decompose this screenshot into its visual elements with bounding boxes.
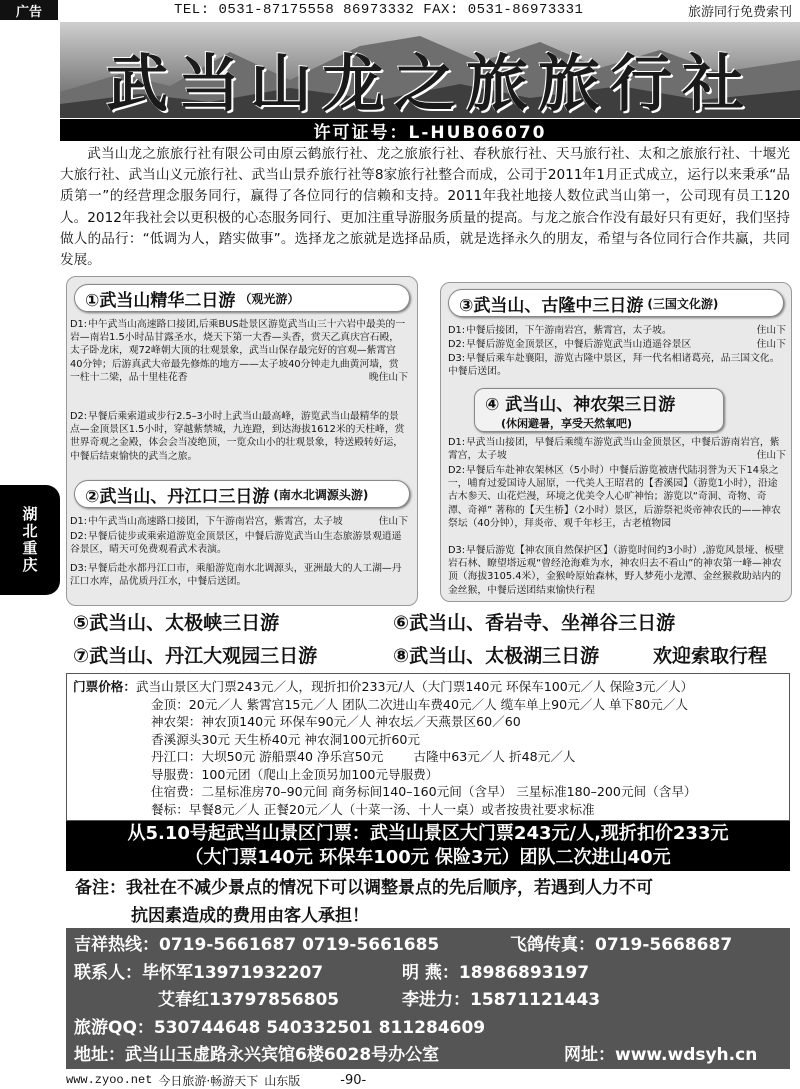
tour2-title bbox=[74, 480, 410, 508]
price-line-8: 餐标：早餐8元／人 正餐20元／人（十菜一汤、十人一桌）或者按贵社要求标准 bbox=[151, 801, 595, 817]
tour4-title bbox=[474, 388, 724, 432]
contact-person-2: 明 燕：18986893197 bbox=[402, 962, 590, 983]
tour2-title-text: ②武当山、丹江口三日游 bbox=[85, 486, 270, 507]
price-line-6: 导服费：100元团（爬山上金顶另加100元导服费） bbox=[151, 766, 439, 782]
tour3-day2: D2:早餐后游览金顶景区，中餐后游览武当山逍遥谷景区 住山下 bbox=[448, 339, 786, 350]
tour3-title bbox=[448, 289, 784, 317]
tour4-day3: D3:早餐后游览【神农顶自然保护区】（游览时间约3小时）,游览风景垭、板壁岩石林、瞭望塔远观“曾经沧海难为水，神农归去不看山”的神农第一峰—神农顶（海拔3105.4米），金猴岭原始森林，野人梦苑小龙潭、金丝猴救助站内的金丝猴，中餐后送团结束愉快行程 bbox=[448, 545, 784, 596]
welcome-request: 欢迎索取行程 bbox=[653, 645, 768, 667]
tour1-title-text: ①武当山精华二日游 bbox=[85, 290, 236, 311]
contact-person-4: 李进力：15871121443 bbox=[402, 990, 601, 1010]
tour4-title-text: ④ 武当山、神农架三日游 bbox=[485, 394, 676, 415]
notice-line-1: 从5.10号起武当山景区门票：武当山景区大门票243元/人,现折扣价233元 bbox=[127, 823, 729, 844]
footer bbox=[0, 1071, 800, 1089]
region-tab-label: 湖北重庆 bbox=[20, 506, 39, 574]
price-line-5: 丹江口：大坝50元 游船票40 净乐宫50元 古隆中63元／人 折48元／人 bbox=[151, 749, 576, 764]
footer-slogan: 今日旅游·畅游天下 bbox=[158, 1073, 259, 1088]
route-7: ⑦武当山、丹江大观园三日游 bbox=[73, 645, 318, 667]
tour2-subtitle: (南水北调源头游) bbox=[273, 487, 369, 502]
ticket-notice bbox=[66, 821, 790, 871]
tour2-day3: D3:早餐后赴水都丹江口市，乘船游览南水北调源头，亚洲最大的人工湖—丹江口水库，品优质丹江水，中餐后送团。 bbox=[70, 563, 402, 588]
ad-label: 广告 bbox=[0, 0, 58, 20]
route-6: ⑥武当山、香岩寺、坐禅谷三日游 bbox=[393, 612, 676, 634]
remark-line-2: 抗因素造成的费用由客人承担！ bbox=[131, 906, 369, 926]
header-right-text: 旅游同行免费索刊 bbox=[687, 4, 792, 20]
tour3-day3: D3:早餐后乘车赴襄阳，游览古隆中景区，拜一代名相诸葛亮，品三国文化。中餐后送团。 bbox=[448, 353, 780, 378]
tour1-day1: D1:中午武当山高速路口接团,后乘BUS赴景区游览武当山三十六岩中最美的一岩—南岩1.5小时品甘露圣水，烧天下第一大香—头香，赏天乙真庆宫石殿，太子卧龙床，观72峰朝大顶的壮观景象，武当山保存最完好的宫观—紫霄宫40分钟；后游真武大帝最先修炼的地方——太子坡40分钟走九曲黄河墙，赏一柱十二梁，品十里桂花香 晚住山下 bbox=[70, 319, 408, 383]
region-tab bbox=[0, 485, 60, 595]
tour2-day2: D2:早餐后徒步或乘索道游览金顶景区，中餐后游览武当山生态旅游景观逍遥谷景区，晴天可免费观看武术表演。 bbox=[70, 531, 402, 556]
footer-site: www.zyoo.net bbox=[66, 1073, 153, 1087]
contact-person-1: 联系人：毕怀军13971932207 bbox=[74, 962, 324, 983]
footer-edition: 山东版 bbox=[264, 1073, 301, 1088]
tour1-title bbox=[74, 284, 410, 312]
price-line-4: 香溪源头30元 天生桥40元 神农洞100元折60元 bbox=[151, 731, 421, 747]
address: 地址：武当山玉虚路永兴宾馆6楼6028号办公室 bbox=[74, 1045, 440, 1065]
price-line-7: 住宿费：二星标准房70–90元间 商务标间140–160元间（含早） 三星标准180–200元间（含早） bbox=[151, 784, 697, 799]
intro-paragraph: 武当山龙之旅旅行社有限公司由原云鹤旅行社、龙之旅旅行社、春秋旅行社、天马旅行社、太和之旅旅行社、十堰光大旅行社、武当山义元旅行社、武当山景乔旅行社等8家旅行社整合而成，公司于2011年1月正式成立，运行以来秉承“品质第一”的经营理念服务同行，赢得了各位同行的信赖和支持。2011年我社地接人数位武当山第一，公司现有员工120人。2012年我社会以更积极的心态服务同行、更加注重导游服务质量的提高。与龙之旅合作没有最好只有更好，我们坚持做人的品行：“低调为人，踏实做事”。选择龙之旅就是选择品质，就是选择永久的朋友，希望与各位同行合作共赢，共同发展。 bbox=[60, 146, 790, 269]
contact-person-3: 艾春红13797856805 bbox=[158, 990, 340, 1010]
route-8: ⑧武当山、太极湖三日游 bbox=[393, 645, 600, 667]
contact-box bbox=[66, 928, 790, 1069]
tour3-day1: D1:中餐后接团，下午游南岩宫，紫霄宫，太子坡。 住山下 bbox=[448, 325, 786, 336]
remark-line-1: 备注：我社在不减少景点的情况下可以调整景点的先后顺序，若遇到人力不可 bbox=[75, 878, 653, 898]
fax: 飞鸽传真：0719-5668687 bbox=[510, 935, 733, 955]
tour4-day2: D2:早餐后车赴神农架林区（5小时）中餐后游览被唐代陆羽誉为天下14泉之一，哺育过爱国诗人屈原，一代美人王昭君的【香溪园】（游览1小时），沿途古木参天、山花烂漫，环境之优美令人心旷神怡；游览以“奇洞、奇物、奇潭、奇禅” 著称的【天生桥】（2小时）景区，后游祭祀炎帝神农氏的——神农祭坛（40分钟），拜炎帝、观千年杉王，古老植物园 bbox=[448, 465, 781, 529]
header-contact-line: TEL: 0531-87175558 86973332 FAX: 0531-86973331 bbox=[174, 2, 584, 18]
tour2-day1: D1:中午武当山高速路口接团，下午游南岩宫，紫霄宫，太子坡 住山下 bbox=[70, 516, 408, 527]
page-number: -90- bbox=[340, 1072, 367, 1088]
price-line-3: 神农架：神农顶140元 环保车90元／人 神农坛／天燕景区60／60 bbox=[151, 714, 521, 729]
tour1-subtitle: （观光游） bbox=[239, 291, 300, 306]
tour3-subtitle: (三国文化游) bbox=[647, 296, 719, 311]
website: 网址：www.wdsyh.cn bbox=[564, 1045, 758, 1065]
agency-title: 武当山龙之旅旅行社 bbox=[105, 47, 754, 118]
price-line-1: 门票价格：武当山景区大门票243元／人，现折扣价233元/人（大门票140元 环保车100元／人 保险3元／人） bbox=[73, 679, 694, 694]
hotline: 吉祥热线：0719-5661687 0719-5661685 bbox=[74, 935, 440, 955]
route-5: ⑤武当山、太极峡三日游 bbox=[73, 612, 280, 634]
tour3-title-text: ③武当山、古隆中三日游 bbox=[459, 295, 644, 316]
tour4-day1: D1:早武当山接团，早餐后乘缆车游览武当山金顶景区，中餐后游南岩宫，紫霄宫，太子坡 住山下 bbox=[448, 437, 786, 462]
remark bbox=[75, 874, 790, 930]
price-line-2: 金顶：20元／人 紫霄宫15元／人 团队二次进山车费40元／人 缆车单上90元／人 单下80元／人 bbox=[151, 696, 688, 712]
banner bbox=[60, 22, 800, 118]
price-box bbox=[66, 673, 790, 821]
top-bar bbox=[0, 0, 800, 20]
qq-numbers: 旅游QQ：530744648 540332501 811284609 bbox=[74, 1017, 486, 1038]
notice-line-2: （大门票140元 环保车100元 保险3元）团队二次进山40元 bbox=[185, 847, 671, 868]
tour4-subtitle: (休闲避暑，享受天然氧吧) bbox=[501, 416, 633, 430]
license-number: 许可证号：L-HUB06070 bbox=[60, 119, 800, 141]
tour1-day2: D2:早餐后乘索道或步行2.5–3小时上武当山最高峰，游览武当山最精华的景点—金顶景区1.5小时，穿越紫禁城，九连蹬，到达海拔1612米的天柱峰，赏世界奇观之金殿，体会会当凌绝顶，一览众山小的壮观景象，特送殿转好运，中餐后结束愉快的武当之旅。 bbox=[70, 411, 405, 462]
